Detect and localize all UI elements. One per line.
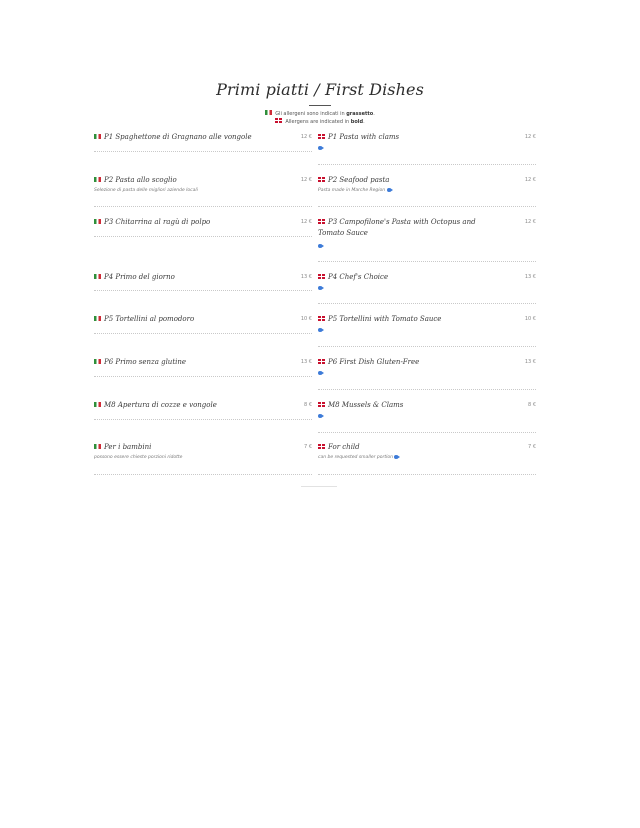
fish-icon [318,244,324,248]
flag-uk-icon [318,359,325,364]
allergen-note-it-prefix: Gli allergeni sono indicati in [275,111,347,117]
flag-it-icon [94,274,101,279]
allergen-note-en-prefix: Allergens are indicated in [285,119,351,125]
menu-item-it [94,314,312,325]
menu-item-name-text: P3 Chitarrina al ragù di polpo [104,218,211,226]
menu-item-price: 12 € [300,219,312,225]
menu-item-name [94,272,175,283]
menu-item-en [318,132,536,150]
fish-icon [394,455,400,459]
section-end-divider [301,486,337,487]
flag-uk-icon [318,134,325,139]
item-divider [94,376,312,377]
menu-item-name-text: P6 Primo senza glutine [104,358,187,366]
menu-item-name [94,400,217,411]
menu-item-name [94,357,186,368]
menu-item-price: 12 € [524,134,536,140]
flag-it-icon [94,359,101,364]
item-divider [318,432,536,433]
flag-uk-icon [318,402,325,407]
flag-uk-icon [318,177,325,182]
item-divider [318,389,536,390]
menu-item-name-text: P6 First Dish Gluten-Free [328,358,420,366]
item-divider [94,236,312,237]
item-divider [94,151,312,152]
item-divider [94,419,312,420]
fish-icon [318,328,324,332]
flag-uk-icon [318,444,325,449]
menu-item-price: 12 € [524,177,536,183]
menu-item-it [94,217,312,228]
flag-it-icon [94,177,101,182]
menu-item-it [94,442,312,461]
menu-item-price: 8 € [304,402,312,408]
allergen-note-it-suffix: . [373,111,375,117]
allergen-note-en-suffix: . [363,119,365,125]
flag-uk-icon [318,219,325,224]
menu-item-name-text: Per i bambini [104,443,152,451]
menu-item-price: 12 € [524,219,536,225]
fish-icon [387,188,393,192]
menu-item-name [94,442,151,453]
flag-uk-icon [318,274,325,279]
menu-item-en [318,314,536,332]
menu-item-name-text: P1 Spaghettone di Gragnano alle vongole [104,133,252,141]
allergen-note-en [0,119,640,125]
flag-it-icon [94,219,101,224]
menu-item-it [94,400,312,411]
item-divider [94,474,312,475]
menu-item-price: 13 € [300,274,312,280]
menu-item-name-text: P1 Pasta with clams [328,133,400,141]
menu-item-price: 13 € [524,359,536,365]
menu-item-name [94,217,210,228]
flag-it-icon [94,134,101,139]
menu-item-name-text: P5 Tortellini al pomodoro [104,315,195,323]
menu-item-name-text: P2 Pasta allo scoglio [104,176,177,184]
flag-it-icon [94,444,101,449]
menu-item-name-text: P3 Campofilone's Pasta with Octopus and Tomato Sauce [318,218,476,237]
menu-item-name-text: P2 Seafood pasta [328,176,390,184]
flag-uk-icon [275,118,282,123]
menu-item-en [318,217,536,248]
menu-item-name [318,314,441,325]
menu-item-name [94,314,194,325]
fish-icon [318,146,324,150]
menu-item-price: 12 € [300,177,312,183]
menu-item-it [94,272,312,283]
menu-item-name [318,217,503,239]
flag-it-icon [94,402,101,407]
menu-item-en [318,357,536,375]
menu-item-en [318,175,536,194]
menu-item-name [318,175,389,186]
menu-item-price: 10 € [524,316,536,322]
menu-item-price: 13 € [524,274,536,280]
menu-item-en [318,272,536,290]
menu-item-name [318,357,419,368]
menu-item-price: 7 € [528,444,536,450]
menu-item-name [318,400,403,411]
menu-item-price: 8 € [528,402,536,408]
menu-item-name [318,132,399,143]
menu-item-description-text: can be requested smaller portion [318,455,393,460]
flag-uk-icon [318,316,325,321]
allergen-note-it-bold: grassetto [346,111,374,117]
fish-icon [318,371,324,375]
menu-item-name [94,132,252,143]
item-divider [94,206,312,207]
allergen-note-it [0,111,640,117]
item-divider [318,206,536,207]
menu-item-name-text: M8 Mussels & Clams [328,401,404,409]
menu-item-name [318,442,360,453]
item-divider [94,290,312,291]
menu-item-description: Selezione di pasta delle migliori aziende locali [94,188,198,193]
menu-item-en [318,400,536,418]
menu-item-name-text: P4 Chef's Choice [328,273,389,281]
item-divider [318,303,536,304]
menu-item-price: 7 € [304,444,312,450]
fish-icon [318,414,324,418]
fish-icon [318,286,324,290]
menu-item-description [318,187,536,194]
menu-item-price: 13 € [300,359,312,365]
menu-item-it [94,357,312,368]
menu-item-name-text: P5 Tortellini with Tomato Sauce [328,315,442,323]
menu-item-name [318,272,388,283]
menu-item-it [94,175,312,194]
menu-item-en [318,442,536,461]
menu-item-description-text: Pasta made in Marche Region [318,188,386,193]
menu-item-name [94,175,177,186]
title-divider [309,105,331,106]
section-title: Primi piatti / First Dishes [216,80,424,99]
menu-item-name-text: P4 Primo del giorno [104,273,175,281]
menu-item-price: 12 € [300,134,312,140]
flag-it-icon [265,110,272,115]
item-divider [94,333,312,334]
item-divider [318,474,536,475]
item-divider [318,164,536,165]
menu-item-description [318,454,536,461]
menu-item-description: possono essere chieste porzioni ridotte [94,455,183,460]
flag-it-icon [94,316,101,321]
item-divider [318,261,536,262]
allergen-note-en-bold: bold [350,119,364,125]
menu-item-it [94,132,312,143]
item-divider [318,346,536,347]
menu-item-price: 10 € [300,316,312,322]
menu-item-name-text: M8 Apertura di cozze e vongole [104,401,217,409]
menu-item-name-text: For child [328,443,360,451]
